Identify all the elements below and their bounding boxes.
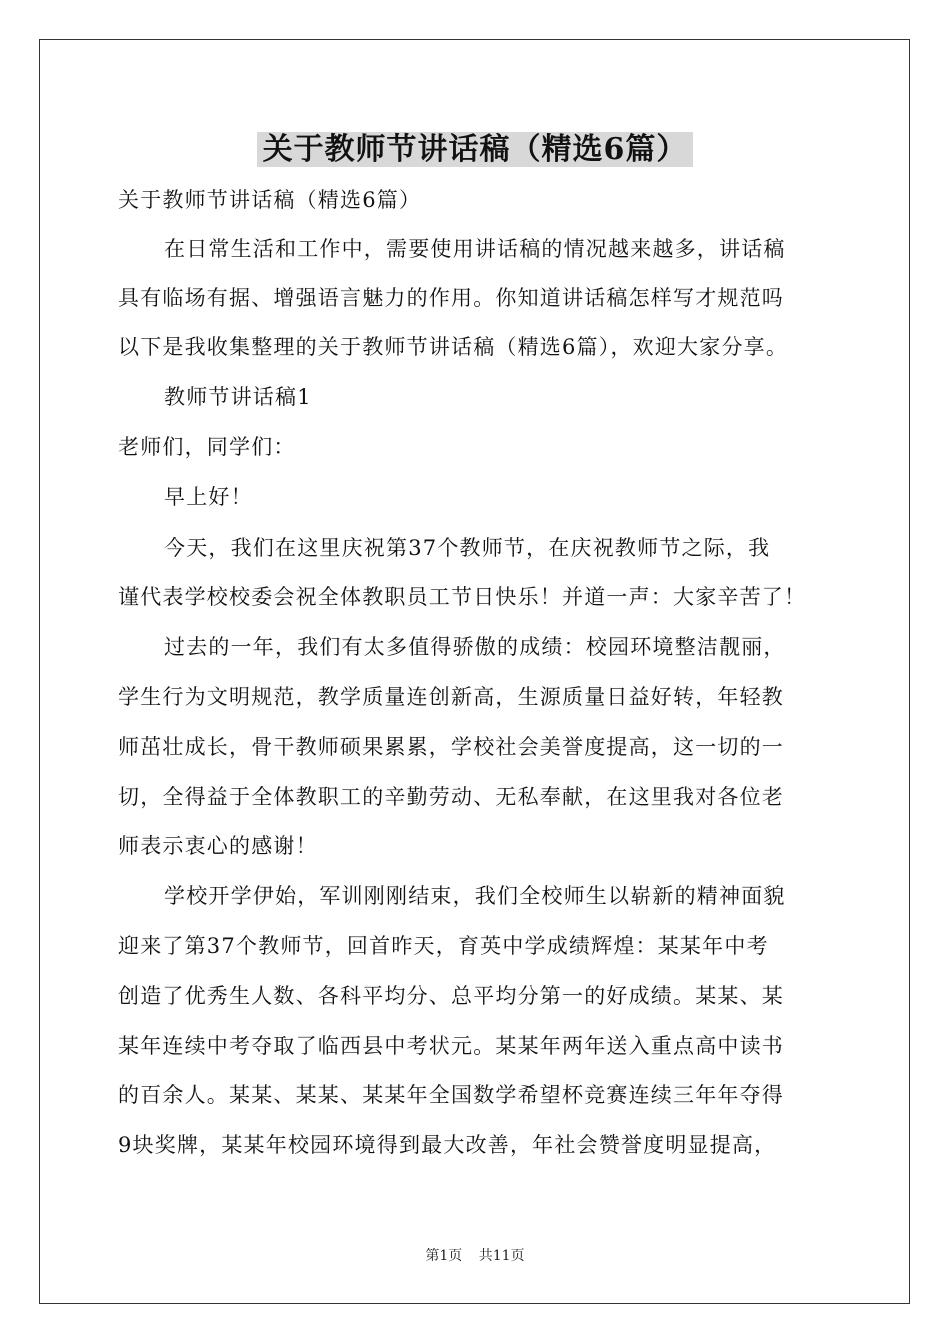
paragraph-line: 今天，我们在这里庆祝第37个教师节，在庆祝教师节之际，我 <box>164 536 771 560</box>
paragraph-line: 在日常生活和工作中，需要使用讲话稿的情况越来越多，讲话稿 <box>164 237 786 261</box>
paragraph-line: 谨代表学校校委会祝全体教职员工节日快乐！并道一声：大家辛苦了！ <box>118 585 807 609</box>
paragraph-line: 创造了优秀生人数、各科平均分、总平均分第一的好成绩。某某、某 <box>118 984 784 1008</box>
page-border <box>39 39 910 1304</box>
paragraph-line: 学生行为文明规范，教学质量连创新高，生源质量日益好转，年轻教 <box>118 685 784 709</box>
paragraph-line: 迎来了第37个教师节，回首昨天，育英中学成绩辉煌：某某年中考 <box>118 934 769 958</box>
page-footer <box>0 1245 950 1265</box>
subtitle-line: 关于教师节讲话稿（精选6篇） <box>118 188 422 212</box>
paragraph-line: 切，全得益于全体教职工的辛勤劳动、无私奉献，在这里我对各位老 <box>118 785 784 809</box>
page-number: 第1页 <box>425 1248 463 1264</box>
paragraph-line: 9块奖牌，某某年校园环境得到最大改善，年社会赞誉度明显提高， <box>118 1133 777 1157</box>
paragraph-line: 学校开学伊始，军训刚刚结束，我们全校师生以崭新的精神面貌 <box>164 884 786 908</box>
document-title <box>0 128 950 172</box>
paragraph-line: 某年连续中考夺取了临西县中考状元。某某年两年送入重点高中读书 <box>118 1034 784 1058</box>
greeting-line: 早上好！ <box>164 485 253 509</box>
page-total: 共11页 <box>478 1248 525 1264</box>
paragraph-line: 过去的一年，我们有太多值得骄傲的成绩：校园环境整洁靓丽， <box>164 635 786 659</box>
document-title-text: 关于教师节讲话稿（精选6篇） <box>257 132 694 167</box>
paragraph-line: 具有临场有据、增强语言魅力的作用。你知道讲话稿怎样写才规范吗 <box>118 286 784 310</box>
paragraph-line: 的百余人。某某、某某、某某年全国数学希望杯竞赛连续三年年夺得 <box>118 1083 784 1107</box>
paragraph-line: 以下是我收集整理的关于教师节讲话稿（精选6篇），欢迎大家分享。 <box>118 335 789 359</box>
paragraph-line: 师表示衷心的感谢！ <box>118 834 318 858</box>
paragraph-line: 师茁壮成长，骨干教师硕果累累，学校社会美誉度提高，这一切的一 <box>118 735 784 759</box>
salutation-line: 老师们，同学们： <box>118 435 296 459</box>
section-heading: 教师节讲话稿1 <box>164 385 312 409</box>
